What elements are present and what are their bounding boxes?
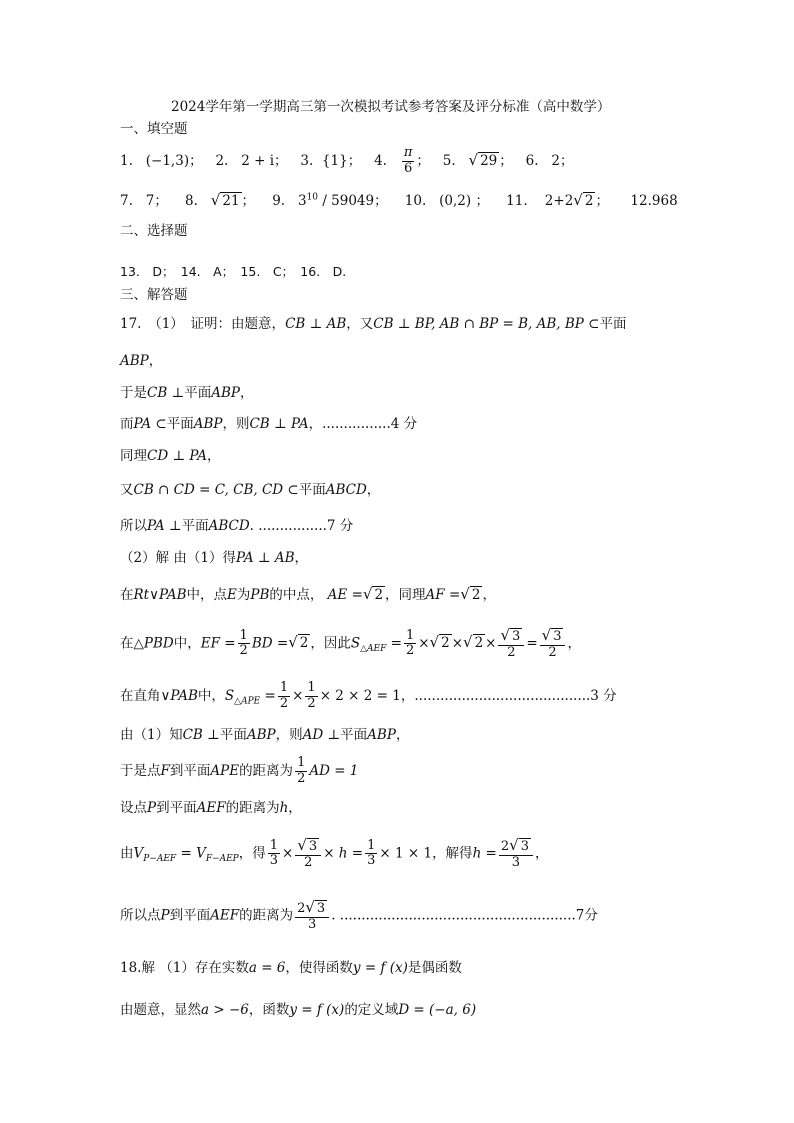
page-title: 2024学年第一学期高三第一次模拟考试参考答案及评分标准（高中数学） (171, 99, 611, 115)
answer-3: {1} (321, 152, 348, 169)
q17-line-1: 17. （1） 证明：由题意，CB ⊥ AB，又CB ⊥ BP, AB ∩ BP = B, AB, BP ⊂平面 (120, 316, 627, 332)
q17-line-2: ABP， (120, 353, 163, 369)
item-number: 11. (506, 193, 528, 209)
q18-line-1: 18.解 （1）存在实数a = 6，使得函数y = f (x)是偶函数 (120, 960, 462, 976)
item-number: 9. (272, 193, 286, 209)
fill-answers-row-1: 1. (−1,3)； 2. 2 + i； 3. {1}； 4. $\frac{\pi}{6}$ ； 5. √ 29 ； 6. 2； (120, 145, 574, 176)
answer-9: $3^{10} / 59049$ (297, 192, 375, 209)
answer-12: 12.968 (630, 193, 678, 209)
q17-line-6: 又CB ∩ CD = C, CB, CD ⊂平面ABCD， (120, 482, 381, 498)
q17-part2-line-2: 在Rt∨PAB中，点E为PB的中点， AE =√ 2 ，同理AF =√ 2 ， (120, 585, 496, 603)
answer-7: 7 (145, 193, 155, 209)
q17-line-4: 而PA ⊂平面ABP，则CB ⊥ PA，................4 分 (120, 416, 418, 432)
q17-line-5: 同理CD ⊥ PA， (120, 448, 221, 464)
q17-part2-line-3: 在△PBD中，EF = $\frac{1}{2}$ BD =√ 2 ，因此$S_{\triangle AEF}$ = $\frac{1}{2}$ ×√ 2 ×√ 2 × $\frac{√ 3}{2}$ = $\frac{√ 3}{2}$ ， (120, 626, 581, 660)
q17-line-3: 于是CB ⊥平面ABP， (120, 385, 254, 401)
item-number: 6. (525, 152, 539, 169)
choice-answers: 13. D； 14. A； 15. C； 16. D. (120, 264, 347, 279)
q17-part2-line-5: 由（1）知CB ⊥平面ABP，则AD ⊥平面ABP， (120, 727, 410, 743)
item-number: 1. (120, 152, 133, 169)
item-number: 7. (120, 193, 133, 209)
answer-6: 2 (551, 152, 560, 169)
answer-4-fraction: $\frac{\pi}{6}$ (403, 145, 413, 176)
answer-1: (−1,3) (145, 152, 190, 169)
item-number: 2. (215, 152, 229, 169)
q18-line-2: 由题意，显然a > −6，函数y = f (x)的定义域D = (−a, 6) (120, 1002, 477, 1018)
item-number: 10. (404, 193, 427, 209)
q17-part2-line-4: 在直角∨PAB中，$S_{\triangle APE}$ = $\frac{1}{2}$ × $\frac{1}{2}$ × 2 × 2 = 1，.........................................3 分 (120, 680, 617, 711)
section-fill-heading: 一、填空题 (120, 121, 188, 137)
q17-part2-line-7: 设点P到平面AEF的距离为h， (120, 800, 302, 816)
q17-part2-line-6: 于是点F到平面APE的距离为 $\frac{1}{2}$ AD = 1 (120, 755, 359, 786)
answer-5-sqrt: √ 29 (468, 150, 498, 169)
q17-part2-line-9: 所以点P到平面AEF的距离为 $\frac{2√ 3}{3}$ . .......................................................7分 (120, 898, 598, 932)
answer-2: 2 + i (241, 152, 275, 169)
q17-line-7: 所以PA ⊥平面ABCD. ................7 分 (120, 518, 354, 534)
fill-answers-row-2: 7. 7； 8. √ 21 ； 9. $3^{10} / 59049$； 10. (0,2) ； 11. 2+2√ 2 ； 12.968 (120, 191, 678, 209)
q17-part2-line-8: 由$V_{P-AEF} = V_{F-AEP}$，得 $\frac{1}{3}$ × $\frac{√ 3}{2}$ × h = $\frac{1}{3}$ × 1 × 1，解得h = $\frac{2√ 3}{3}$ ， (120, 836, 549, 870)
section-solve-heading: 三、解答题 (120, 287, 188, 303)
q17-part2-line-1: （2）解 由（1）得PA ⊥ AB， (120, 550, 309, 566)
answer-8-sqrt: √ 21 (210, 191, 240, 209)
item-number: 5. (442, 152, 456, 169)
item-number: 8. (185, 193, 198, 209)
item-number: 3. (300, 152, 314, 169)
section-choice-heading: 二、选择题 (120, 223, 188, 239)
item-number: 4. (374, 152, 387, 169)
answer-10: (0,2) (439, 193, 472, 209)
answer-11: 2+2√ 2 (544, 191, 594, 209)
